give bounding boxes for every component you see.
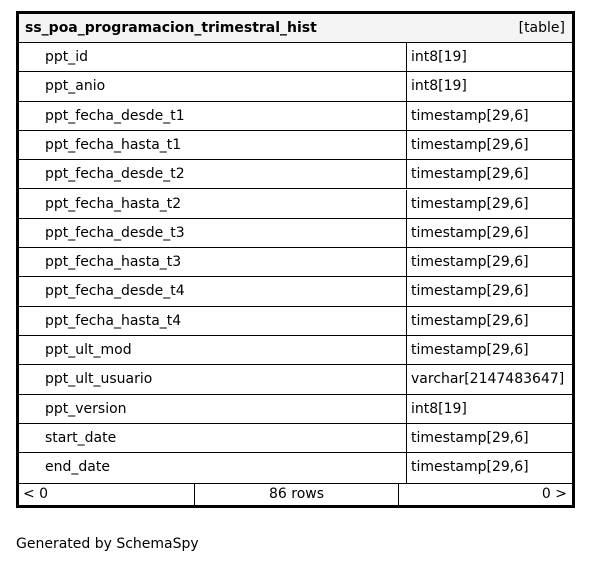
table-footer — [19, 484, 572, 505]
column-name: ppt_fecha_desde_t2 — [45, 166, 185, 183]
column-divider — [406, 453, 407, 483]
column-type: timestamp[29,6] — [411, 107, 529, 124]
column-name: ppt_anio — [45, 78, 106, 95]
column-name: ppt_id — [45, 49, 89, 65]
column-name: ppt_fecha_desde_t1 — [45, 107, 185, 124]
column-row[interactable] — [19, 248, 572, 277]
column-type: timestamp[29,6] — [411, 283, 529, 300]
column-divider — [406, 307, 407, 335]
column-divider — [406, 219, 407, 247]
column-divider — [406, 102, 407, 130]
table-name[interactable]: ss_poa_programacion_trimestral_hist — [25, 20, 317, 36]
column-type: timestamp[29,6] — [411, 429, 529, 446]
column-row[interactable] — [19, 365, 572, 394]
column-divider — [406, 43, 407, 71]
column-divider — [406, 131, 407, 159]
column-divider — [406, 336, 407, 364]
column-name: ppt_fecha_hasta_t1 — [45, 136, 182, 153]
parent-count[interactable]: < 0 — [23, 486, 49, 502]
column-type: timestamp[29,6] — [411, 254, 529, 271]
column-row[interactable] — [19, 131, 572, 160]
column-name: end_date — [45, 459, 110, 476]
table-header — [19, 14, 572, 43]
column-type: timestamp[29,6] — [411, 136, 529, 153]
column-row[interactable] — [19, 43, 572, 72]
column-name: ppt_ult_usuario — [45, 371, 153, 388]
column-name: ppt_fecha_hasta_t2 — [45, 195, 182, 212]
column-type: int8[19] — [411, 78, 467, 95]
column-type: varchar[2147483647] — [411, 371, 565, 388]
column-row[interactable] — [19, 102, 572, 131]
column-type: timestamp[29,6] — [411, 312, 529, 329]
table-node — [16, 11, 575, 508]
column-name: ppt_fecha_desde_t3 — [45, 224, 185, 241]
column-name: ppt_ult_mod — [45, 342, 132, 358]
column-divider — [406, 395, 407, 423]
column-row[interactable] — [19, 190, 572, 219]
column-row[interactable] — [19, 336, 572, 365]
column-divider — [406, 190, 407, 218]
column-type: timestamp[29,6] — [411, 224, 529, 241]
table-type-label: [table] — [518, 20, 565, 36]
row-count: 86 rows — [194, 484, 399, 505]
column-divider — [406, 365, 407, 393]
child-count[interactable]: 0 > — [541, 486, 567, 502]
column-type: int8[19] — [411, 49, 467, 65]
column-row[interactable] — [19, 277, 572, 306]
column-row[interactable] — [19, 160, 572, 189]
column-type: int8[19] — [411, 400, 467, 417]
column-row[interactable] — [19, 453, 572, 484]
column-row[interactable] — [19, 424, 572, 453]
column-type: timestamp[29,6] — [411, 166, 529, 183]
column-row[interactable] — [19, 72, 572, 101]
column-row[interactable] — [19, 219, 572, 248]
column-row[interactable] — [19, 307, 572, 336]
column-type: timestamp[29,6] — [411, 195, 529, 212]
generated-by-label: Generated by SchemaSpy — [16, 536, 199, 552]
column-name: ppt_fecha_hasta_t4 — [45, 312, 182, 329]
column-divider — [406, 277, 407, 305]
column-type: timestamp[29,6] — [411, 342, 529, 358]
column-name: ppt_fecha_hasta_t3 — [45, 254, 182, 271]
column-name: ppt_version — [45, 400, 127, 417]
column-name: start_date — [45, 429, 117, 446]
column-row[interactable] — [19, 395, 572, 424]
column-divider — [406, 72, 407, 100]
column-type: timestamp[29,6] — [411, 459, 529, 476]
column-divider — [406, 160, 407, 188]
column-name: ppt_fecha_desde_t4 — [45, 283, 185, 300]
column-divider — [406, 424, 407, 452]
column-divider — [406, 248, 407, 276]
